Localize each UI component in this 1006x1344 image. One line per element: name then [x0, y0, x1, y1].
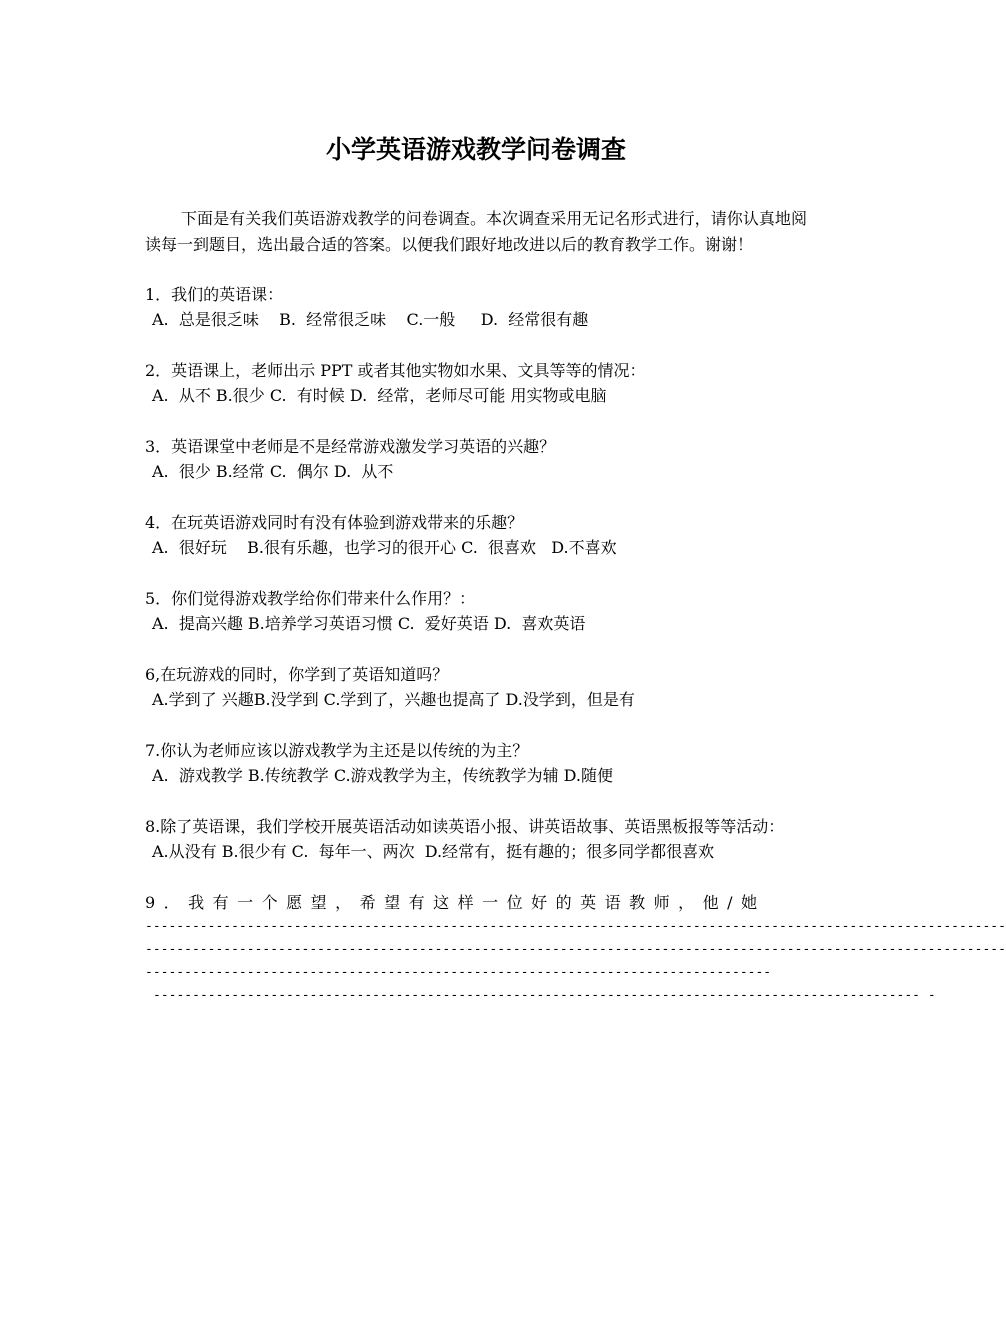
- question-text: 1．我们的英语课：: [145, 285, 284, 304]
- question-options: A. 从不 B.很少 C. 有时候 D. 经常，老师尽可能 用实物或电脑: [152, 386, 607, 405]
- question-3: [145, 434, 807, 484]
- question-text: 2．英语课上，老师出示 PPT 或者其他实物如水果、文具等等的情况：: [145, 361, 646, 380]
- question-5: [145, 586, 807, 636]
- question-text: 6,在玩游戏的同时，你学到了英语知道吗？: [145, 665, 449, 684]
- question-text: 4．在玩英语游戏同时有没有体验到游戏带来的乐趣？: [145, 513, 524, 532]
- answer-line[interactable]: -------------------------------------------------------------------------------------------------- -: [153, 988, 936, 1003]
- question-9-text: 9．我有一个愿望，希望有这样一位好的英语教师，他/她: [145, 893, 766, 912]
- answer-line[interactable]: --------------------------------------------------------------------------------: [145, 965, 772, 980]
- question-options: A. 游戏教学 B.传统教学 C.游戏教学为主，传统教学为辅 D.随便: [152, 766, 614, 785]
- question-text: 3．英语课堂中老师是不是经常游戏激发学习英语的兴趣？: [145, 437, 556, 456]
- question-text: 7.你认为老师应该以游戏教学为主还是以传统的为主？: [145, 741, 529, 760]
- question-7: [145, 738, 807, 788]
- question-4: [145, 510, 807, 560]
- question-2: [145, 358, 807, 408]
- question-options: A. 很好玩 B.很有乐趣，也学习的很开心 C. 很喜欢 D.不喜欢: [152, 538, 617, 557]
- intro-paragraph: 下面是有关我们英语游戏教学的问卷调查。本次调查采用无记名形式进行，请你认真地阅读每一到题目，选出最合适的答案。以便我们跟好地改进以后的教育教学工作。谢谢！: [145, 209, 807, 254]
- page-title: 小学英语游戏教学问卷调查: [325, 135, 626, 164]
- question-text: 8.除了英语课，我们学校开展英语活动如读英语小报、讲英语故事、英语黑板报等等活动：: [145, 817, 785, 836]
- question-options: A. 总是很乏味 B. 经常很乏味 C.一般 D. 经常很有趣: [152, 310, 589, 329]
- question-text: 5．你们觉得游戏教学给你们带来什么作用？：: [145, 589, 476, 608]
- question-options: A.从没有 B.很少有 C. 每年一、两次 D.经常有，挺有趣的；很多同学都很喜欢: [152, 842, 715, 861]
- question-1: [145, 282, 807, 332]
- question-8: [145, 814, 807, 864]
- answer-line[interactable]: --------------------------------------------------------------------------------------------------------------: [145, 942, 1006, 957]
- question-9: [145, 890, 1006, 1007]
- document-page: [145, 128, 1006, 1007]
- question-6: [145, 662, 807, 712]
- question-options: A.学到了 兴趣B.没学到 C.学到了，兴趣也提高了 D.没学到，但是有: [152, 690, 635, 709]
- answer-line[interactable]: --------------------------------------------------------------------------------------------------------------: [145, 919, 1006, 934]
- question-options: A. 很少 B.经常 C. 偶尔 D. 从不: [152, 462, 394, 481]
- question-options: A. 提高兴趣 B.培养学习英语习惯 C. 爱好英语 D. 喜欢英语: [152, 614, 586, 633]
